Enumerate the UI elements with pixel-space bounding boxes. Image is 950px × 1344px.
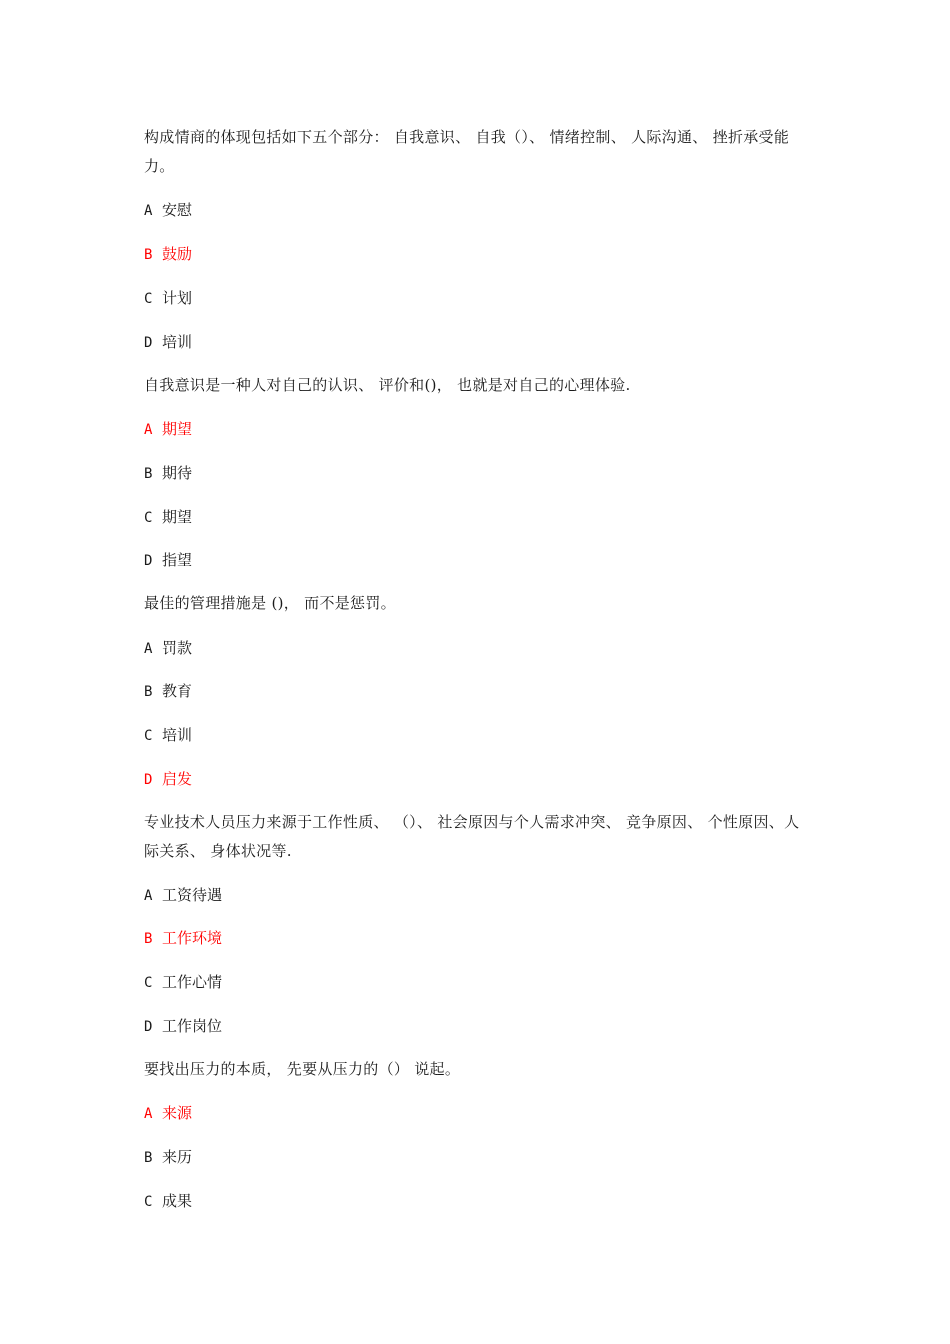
option-text: 指望	[162, 551, 193, 569]
option-letter: C	[144, 510, 153, 526]
option-text: 教育	[162, 682, 193, 700]
question-5-option-c	[144, 1190, 192, 1213]
option-text: 来历	[162, 1148, 193, 1166]
question-3-option-a	[144, 637, 192, 660]
option-text: 工作环境	[162, 929, 223, 947]
question-2-option-b	[144, 462, 192, 485]
option-letter: D	[144, 335, 153, 351]
option-letter: B	[144, 1150, 153, 1166]
question-1-option-c	[144, 287, 192, 310]
option-letter: A	[144, 203, 153, 219]
question-1-option-a	[144, 199, 192, 222]
option-text: 罚款	[162, 639, 193, 657]
question-5-option-b	[144, 1146, 192, 1169]
question-1-option-b	[144, 243, 192, 266]
question-3-option-b	[144, 680, 192, 703]
option-text: 培训	[162, 726, 193, 744]
option-text: 来源	[162, 1104, 193, 1122]
option-letter: C	[144, 291, 153, 307]
option-letter: A	[144, 888, 153, 904]
option-letter: C	[144, 975, 153, 991]
question-2-option-d	[144, 549, 192, 572]
option-letter: A	[144, 422, 153, 438]
option-text: 工作岗位	[162, 1017, 223, 1035]
option-letter: A	[144, 641, 153, 657]
option-text: 启发	[162, 770, 193, 788]
option-text: 成果	[162, 1192, 193, 1210]
option-letter: D	[144, 772, 153, 788]
option-letter: A	[144, 1106, 153, 1122]
option-letter: B	[144, 247, 153, 263]
option-text: 工作心情	[162, 973, 223, 991]
option-letter: C	[144, 728, 153, 744]
question-1-text: 构成情商的体现包括如下五个部分： 自我意识、 自我（）、 情绪控制、 人际沟通、 挫折承受能力。	[144, 128, 790, 175]
question-1-option-d	[144, 331, 192, 354]
question-3-option-d	[144, 768, 192, 791]
option-text: 期望	[162, 420, 193, 438]
option-letter: B	[144, 931, 153, 947]
option-text: 鼓励	[162, 245, 193, 263]
option-letter: D	[144, 553, 153, 569]
question-2-option-a	[144, 418, 192, 441]
option-text: 期望	[162, 508, 193, 526]
question-2-option-c	[144, 506, 192, 529]
question-3-option-c	[144, 724, 192, 747]
question-4-option-d	[144, 1015, 222, 1038]
option-letter: D	[144, 1019, 153, 1035]
question-4-option-a	[144, 884, 222, 907]
question-5-option-a	[144, 1102, 192, 1125]
option-text: 工资待遇	[162, 886, 223, 904]
question-2-text: 自我意识是一种人对自己的认识、 评价和()， 也就是对自己的心理体验.	[144, 376, 631, 394]
option-letter: B	[144, 466, 153, 482]
option-text: 培训	[162, 333, 193, 351]
question-5-text: 要找出压力的本质， 先要从压力的（） 说起。	[144, 1060, 461, 1078]
question-3-text: 最佳的管理措施是 ()， 而不是惩罚。	[144, 594, 396, 612]
question-4-option-b	[144, 927, 222, 950]
option-text: 安慰	[162, 201, 193, 219]
option-text: 期待	[162, 464, 193, 482]
question-4-option-c	[144, 971, 222, 994]
option-text: 计划	[162, 289, 193, 307]
option-letter: C	[144, 1194, 153, 1210]
option-letter: B	[144, 684, 153, 700]
question-4-text: 专业技术人员压力来源于工作性质、 （）、 社会原因与个人需求冲突、 竞争原因、 个性原因、人际关系、 身体状况等.	[144, 813, 800, 860]
